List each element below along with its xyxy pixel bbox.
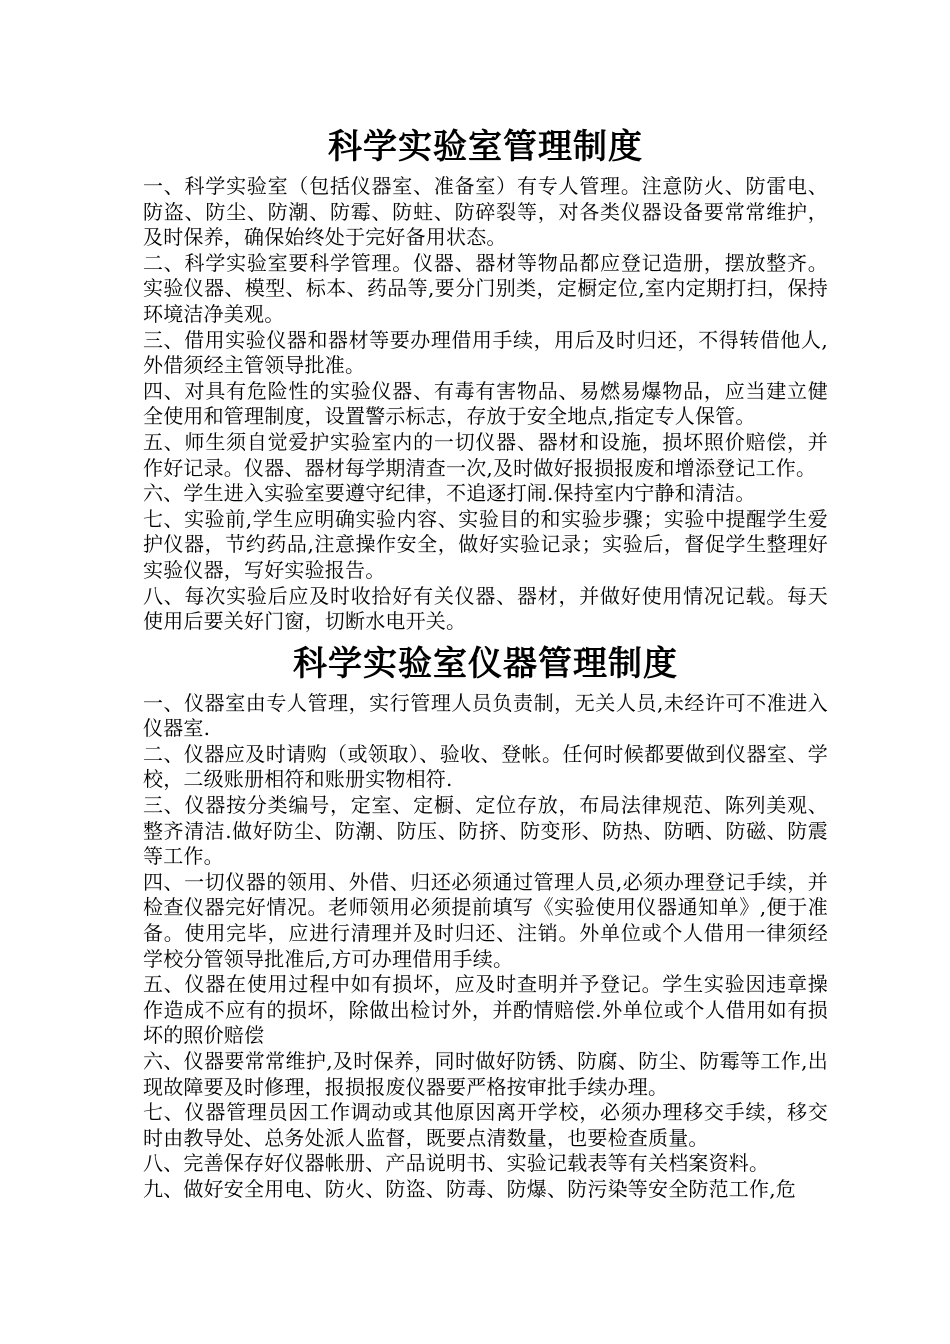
rule-paragraph: 四、对具有危险性的实验仪器、有毒有害物品、易燃易爆物品，应当建立健全使用和管理制度，设置警示标志，存放于安全地点,指定专人保管。 <box>143 378 828 429</box>
rule-paragraph: 二、科学实验室要科学管理。仪器、器材等物品都应登记造册，摆放整齐。实验仪器、模型、标本、药品等,要分门别类，定橱定位,室内定期打扫，保持环境洁净美观。 <box>143 250 828 326</box>
rule-paragraph: 一、仪器室由专人管理，实行管理人员负责制，无关人员,未经许可不准进入仪器室. <box>143 690 828 741</box>
rule-paragraph: 四、一切仪器的领用、外借、归还必须通过管理人员,必须办理登记手续，并检查仪器完好情况。老师领用必须提前填写《实验使用仪器通知单》,便于准备。使用完毕，应进行清理并及时归还、注销。外单位或个人借用一律须经学校分管领导批准后,方可办理借用手续。 <box>143 869 828 971</box>
rule-paragraph: 六、仪器要常常维护,及时保养，同时做好防锈、防腐、防尘、防霉等工作,出现故障要及时修理，报损报废仪器要严格按审批手续办理。 <box>143 1049 828 1099</box>
rule-paragraph: 三、仪器按分类编号，定室、定橱、定位存放，布局法律规范、陈列美观、整齐清洁.做好防尘、防潮、防压、防挤、防变形、防热、防晒、防磁、防震等工作。 <box>143 793 828 869</box>
section-title: 科学实验室仪器管理制度 <box>293 643 678 684</box>
rule-paragraph: 八、完善保存好仪器帐册、产品说明书、实验记载表等有关档案资料。 <box>143 1151 770 1176</box>
section-instrument-management <box>143 637 828 1203</box>
rule-paragraph: 七、仪器管理员因工作调动或其他原因离开学校，必须办理移交手续，移交时由教导处、总务处派人监督，既要点清数量，也要检查质量。 <box>143 1100 828 1150</box>
rule-paragraph: 一、科学实验室（包括仪器室、准备室）有专人管理。注意防火、防雷电、防盗、防尘、防潮、防霉、防蛀、防碎裂等，对各类仪器设备要常常维护，及时保养，确保始终处于完好备用状态。 <box>143 174 828 250</box>
rule-paragraph: 七、实验前,学生应明确实验内容、实验目的和实验步骤；实验中提醒学生爱护仪器，节约药品,注意操作安全，做好实验记录；实验后，督促学生整理好实验仪器，写好实验报告。 <box>143 506 828 582</box>
rule-paragraph: 五、仪器在使用过程中如有损坏，应及时查明并予登记。学生实验因违章操作造成不应有的损坏，除做出检讨外，并酌情赔偿.外单位或个人借用如有损坏的照价赔偿 <box>143 972 828 1048</box>
rule-paragraph: 三、借用实验仪器和器材等要办理借用手续，用后及时归还，不得转借他人,外借须经主管领导批准。 <box>143 327 828 378</box>
rule-paragraph: 六、学生进入实验室要遵守纪律，不追逐打闹.保持室内宁静和清洁。 <box>143 481 756 506</box>
rule-paragraph: 八、每次实验后应及时收拾好有关仪器、器材，并做好使用情况记载。每天使用后要关好门窗，切断水电开关。 <box>143 583 828 634</box>
rule-paragraph: 九、做好安全用电、防火、防盗、防毒、防爆、防污染等安全防范工作,危 <box>143 1176 796 1201</box>
section-lab-management <box>143 120 828 635</box>
rule-paragraph: 五、师生须自觉爱护实验室内的一切仪器、器材和设施，损坏照价赔偿，并作好记录。仪器、器材每学期清查一次,及时做好报损报废和增添登记工作。 <box>143 429 828 480</box>
document-content <box>143 120 828 1203</box>
section-title: 科学实验室管理制度 <box>328 127 643 167</box>
rule-paragraph: 二、仪器应及时请购（或领取）、验收、登帐。任何时候都要做到仪器室、学校，二级账册相符和账册实物相符. <box>143 741 828 792</box>
